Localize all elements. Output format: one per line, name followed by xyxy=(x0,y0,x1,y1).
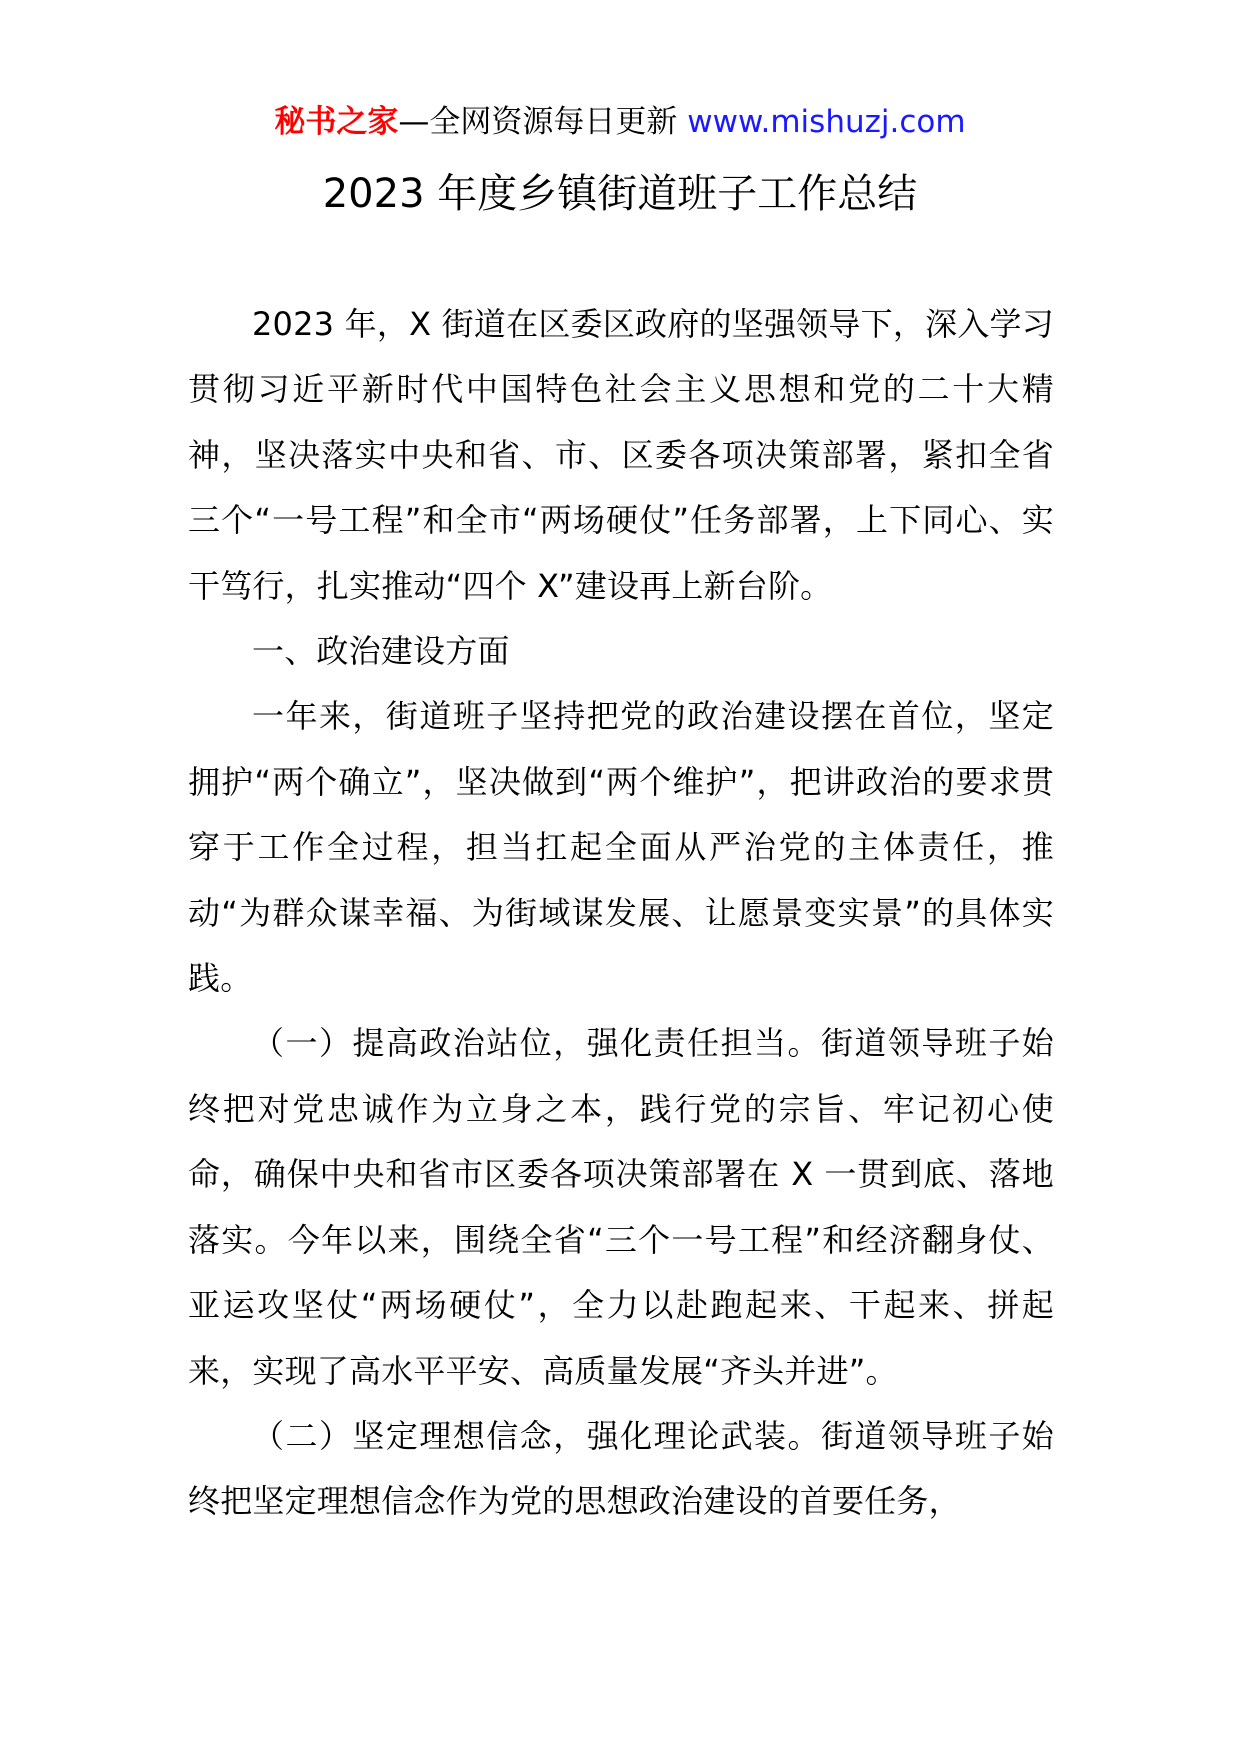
site-header xyxy=(0,100,1240,144)
paragraph-subsection-2: （二）坚定理想信念，强化理论武装。街道领导班子始终把坚定理想信念作为党的思想政治建设的首要任务， xyxy=(188,1416,1054,1521)
site-url-link[interactable]: www.mishuzj.com xyxy=(687,104,966,140)
header-tagline: —全网资源每日更新 xyxy=(398,104,688,140)
paragraph-subsection-1: （一）提高政治站位，强化责任担当。街道领导班子始终把对党忠诚作为立身之本，践行党的宗旨、牢记初心使命，确保中央和省市区委各项决策部署在 X 一贯到底、落地落实。今年以来，围绕全省“三个一号工程”和经济翻身仗、亚运攻坚仗“两场硬仗”，全力以赴跑起来、干起来、拼起来，实现了高水平平安、高质量发展“齐头并进”。 xyxy=(188,1024,1054,1390)
brand-name: 秘书之家 xyxy=(274,104,399,140)
document-title: 2023 年度乡镇街道班子工作总结 xyxy=(322,171,918,217)
document-body xyxy=(188,292,1054,1535)
paragraph-political-overview: 一年来，街道班子坚持把党的政治建设摆在首位，坚定拥护“两个确立”，坚决做到“两个维护”，把讲政治的要求贯穿于工作全过程，担当扛起全面从严治党的主体责任，推动“为群众谋幸福、为街域谋发展、让愿景变实景”的具体实践。 xyxy=(188,697,1054,998)
section-heading-political: 一、政治建设方面 xyxy=(252,632,510,671)
paragraph-intro: 2023 年，X 街道在区委区政府的坚强领导下，深入学习贯彻习近平新时代中国特色社会主义思想和党的二十大精神，坚决落实中央和省、市、区委各项决策部署，紧扣全省三个“一号工程”和全市“两场硬仗”任务部署，上下同心、实干笃行，扎实推动“四个 X”建设再上新台阶。 xyxy=(188,305,1054,605)
